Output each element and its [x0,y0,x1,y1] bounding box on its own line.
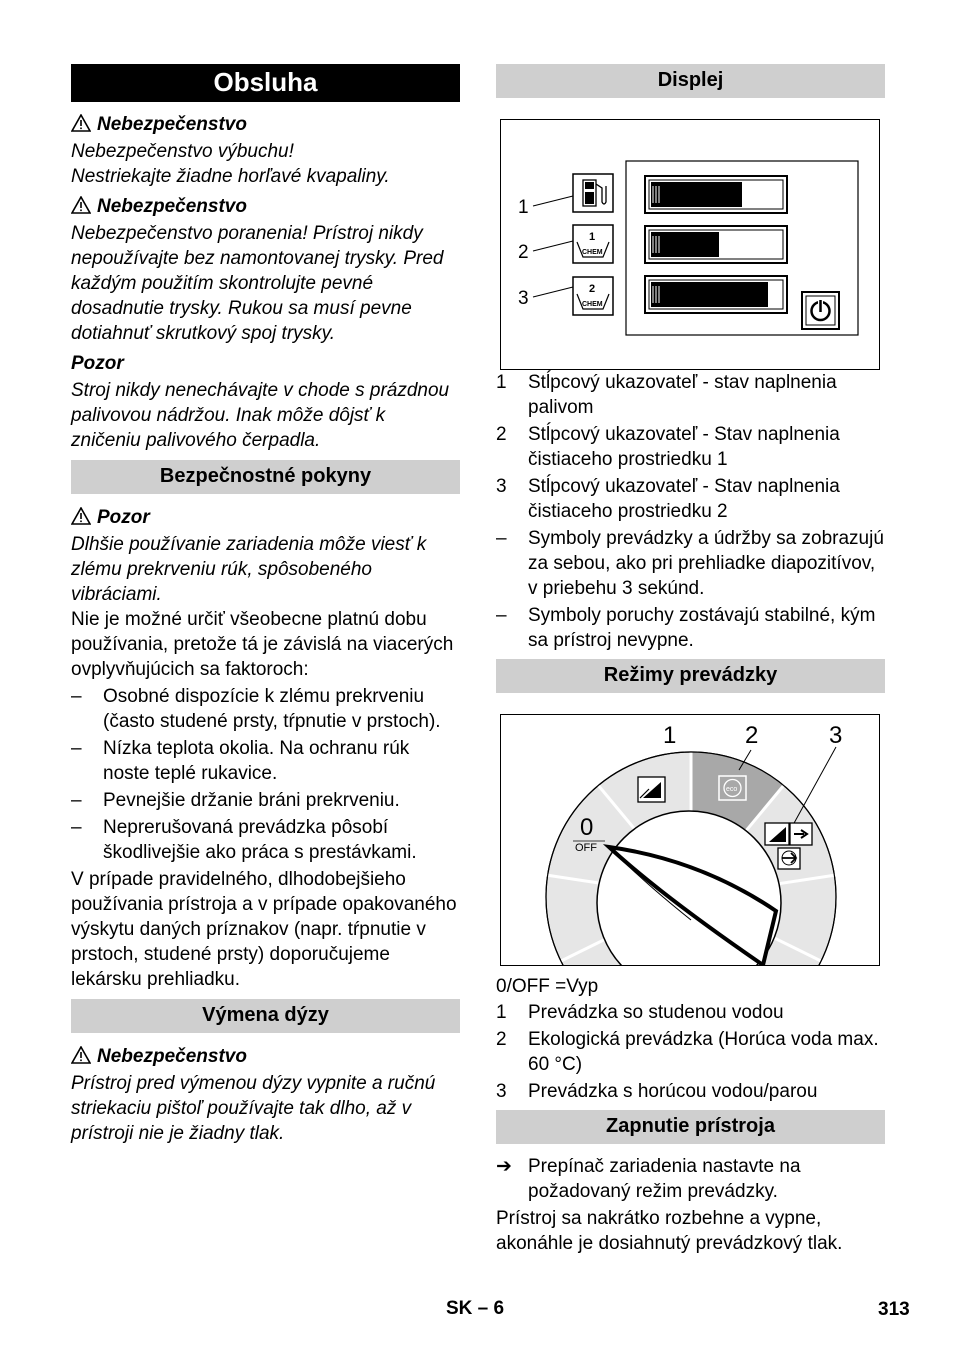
danger-warning [71,1043,460,1071]
list-item: – Osobné dispozície k zlému prekrveniu (často studené prsty, tŕpnutie v prstoch). [71,686,441,732]
footer-language-page: SK – 6 [446,1298,505,1319]
start-heading: Zapnutie prístroja [496,1110,885,1144]
display-figure [500,119,880,370]
warning-label: Nebezpečenstvo [97,196,247,217]
paragraph: Nie je možné určiť všeobecne platnú dobu používania, pretože tá je závislá na viacerých ovplyvňujúcich sa faktoroch: [71,609,454,680]
left-column [71,64,460,1146]
chemical-1-icon [573,225,613,263]
warning-label: Nebezpečenstvo [97,1046,247,1067]
warning-text: Nebezpečenstvo výbuchu! [71,141,294,162]
warning-triangle-icon [71,195,91,223]
page-number: 313 [878,1299,910,1320]
warning-label: Nebezpečenstvo [97,114,247,135]
paragraph: Prístroj sa nakrátko rozbehne a vypne, akonáhle je dosiahnutý prevádzkový tlak. [496,1208,843,1254]
warning-text: Nestriekajte žiadne horľavé kvapaliny. [71,166,390,187]
warning-triangle-icon [71,506,91,534]
bar-fill-3 [651,282,768,307]
hot-water-arrow-icon [790,823,812,845]
list-item: – Nízka teplota okolia. Na ochranu rúk noste teplé rukavice. [71,738,410,784]
danger-warning [71,193,460,221]
caution-warning [71,504,460,532]
dial-zero-label: 0 [580,814,594,841]
list-item: 0/OFF =Vyp [496,976,599,997]
bullet-dash: – [71,686,82,707]
svg-text:2: 2 [589,283,596,295]
svg-text:CHEM: CHEM [582,301,603,308]
bullet-dash: – [71,738,82,759]
callout-3: 3 [518,288,529,309]
mode-dial-figure [500,714,880,966]
warning-label: Pozor [97,507,150,528]
instruction-step: ➔ Prepínač zariadenia nastavte na požadovaný režim prevádzky. [496,1156,801,1202]
warning-text: Nebezpečenstvo poranenia! Prístroj nikdy nepoužívajte bez namontovanej trysky. Pred každým použitím skontrolujte pevné dosadnutie trysky. Rukou sa musí pevne dotiahnuť skrutkový spoj trysky. [71,223,444,344]
steam-icon [778,848,800,869]
list-item: – Symboly prevádzky a údržby sa zobrazujú za sebou, ako pri prehliadke diapozitívov, v priebehu 3 sekúnd. [496,528,884,599]
callout-3: 3 [829,722,843,749]
display-heading: Displej [496,64,885,98]
list-item: – Symboly poruchy zostávajú stabilné, kým sa prístroj nevypne. [496,605,876,651]
svg-text:1: 1 [589,231,596,243]
list-item: 1 Prevádzka so studenou vodou [496,1002,784,1023]
list-item: – Neprerušovaná prevádzka pôsobí škodlivejšie ako práca s prestávkami. [71,817,417,863]
caution-label: Pozor [71,353,124,374]
safety-heading: Bezpečnostné pokyny [71,460,460,494]
list-item: 3 Stĺpcový ukazovateľ - Stav naplnenia čistiaceho prostriedku 2 [496,476,840,522]
svg-text:eco: eco [726,786,738,793]
svg-text:CHEM: CHEM [582,249,603,256]
arrow-right-icon: ➔ [496,1156,512,1177]
bullet-dash: – [71,790,82,811]
warning-triangle-icon [71,113,91,141]
cold-water-icon [638,777,665,802]
fuel-pump-icon [573,174,613,212]
paragraph: V prípade pravidelného, dlhodobejšieho používania prístroja a v prípade opakovaného výskytu daných príznakov (napr. tŕpnutie v prstoch, studené prsty) doporučujeme lekársku prehliadku. [71,869,457,990]
warning-triangle-icon [71,1045,91,1073]
bullet-dash: – [71,817,82,838]
right-column [496,64,885,1256]
callout-1: 1 [518,197,529,218]
list-item: 2 Ekologická prevádzka (Horúca voda max. 60 °C) [496,1029,879,1075]
hot-water-icon [765,823,789,845]
list-item: 3 Prevádzka s horúcou vodou/parou [496,1081,818,1102]
caution-text: Dlhšie používanie zariadenia môže viesť k zlému prekrveniu rúk, spôsobeného vibráciami. [71,534,427,605]
bar-fill-2 [651,232,719,257]
dial-off-label: OFF [575,842,597,854]
list-item: 1 Stĺpcový ukazovateľ - stav naplnenia palivom [496,372,837,418]
section-title: Obsluha [71,64,460,102]
callout-2: 2 [745,722,759,749]
warning-text: Prístroj pred výmenou dýzy vypnite a ručnú striekaciu pištoľ používajte tak dlho, až v prístroji nie je žiadny tlak. [71,1073,436,1144]
fill-bars [645,176,787,313]
modes-heading: Režimy prevádzky [496,659,885,693]
list-item: 2 Stĺpcový ukazovateľ - Stav naplnenia čistiaceho prostriedku 1 [496,424,840,470]
callout-1: 1 [663,722,677,749]
chemical-2-icon [573,277,613,315]
callout-2: 2 [518,242,529,263]
bullet-dash: – [496,528,507,549]
display-diagram [501,120,879,369]
bullet-dash: – [496,605,507,626]
power-icon [802,292,839,329]
danger-warning [71,111,460,139]
list-item: – Pevnejšie držanie bráni prekrveniu. [71,790,400,811]
nozzle-heading: Výmena dýzy [71,999,460,1033]
mode-dial-diagram [501,715,879,965]
bar-fill-1 [651,182,742,207]
caution-text: Stroj nikdy nenechávajte v chode s prázdnou palivovou nádržou. Inak môže dôjsť k zničeniu palivového čerpadla. [71,380,450,451]
